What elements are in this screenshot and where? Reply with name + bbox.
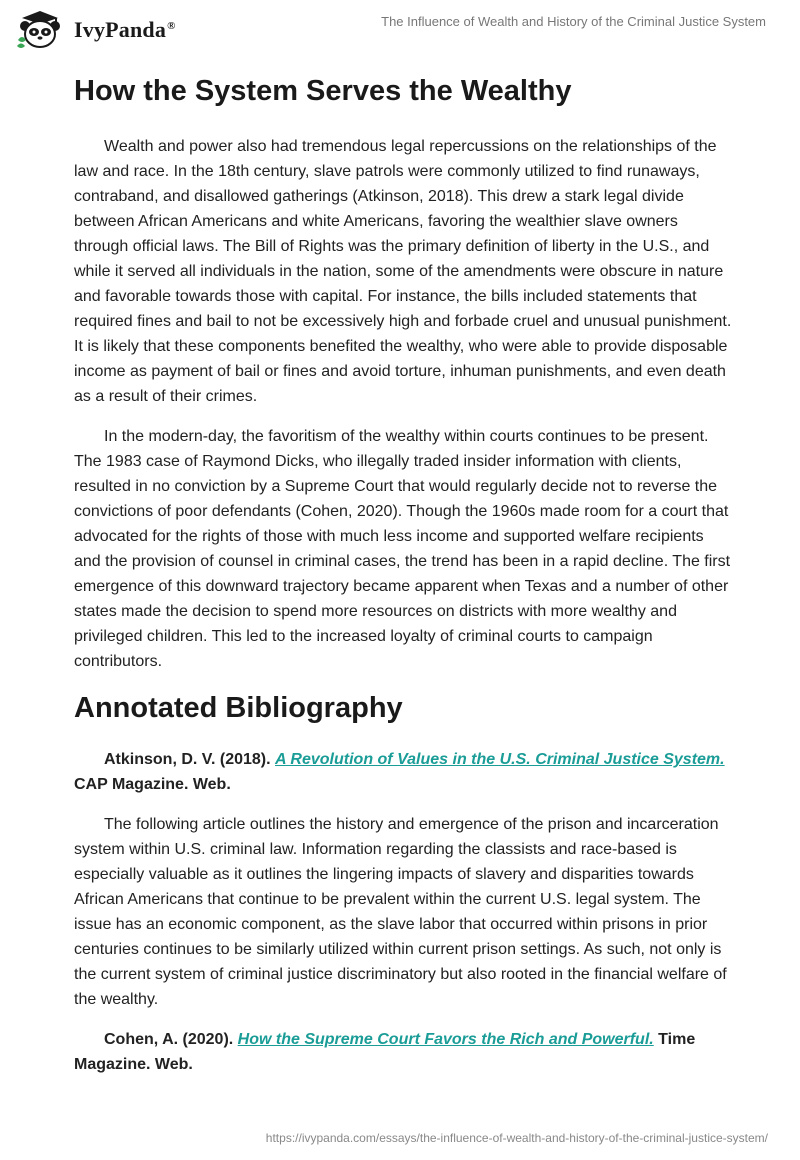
logo-text: IvyPanda® [74, 17, 176, 42]
article-body [74, 72, 734, 1092]
annotation-paragraph: The following article outlines the history and emergence of the prison and incarceration system within U.S. criminal law. Information regarding the classists and race-based is especially valuable as it outlines the lingering impacts of slavery and disparities towards African Americans that continue to be prevalent within the current U.S. legal system. The issue has an economic component, as the slave labor that occurred within prisons in prior centuries continues to be similarly utilized within current prison settings. As such, not only is the current system of criminal justice discriminatory but also rooted in the financial welfare of the wealthy. [74, 816, 727, 1008]
paragraph: In the modern-day, the favoritism of the wealthy within courts continues to be present. The 1983 case of Raymond Dicks, who illegally traded insider information with clients, resulted in no conviction by a Supreme Court that would regularly decide not to reverse the convictions of poor defendants (Cohen, 2020). Though the 1960s made room for a court that advocated for the rights of those with much less income and supported welfare recipients and the provision of counsel in criminal cases, the trend has been in a rapid decline. The first emergence of this downward trajectory became apparent when Texas and a number of other states made the decision to spend more resources on districts with more wealthy and privileged children. This led to the increased loyalty of criminal courts to campaign contributors. [74, 428, 731, 670]
section-heading-bibliography: Annotated Bibliography [74, 692, 403, 724]
reference-link[interactable]: A Revolution of Values in the U.S. Criminal Justice System. [275, 751, 725, 768]
paragraph: Wealth and power also had tremendous legal repercussions on the relationships of the law and race. In the 18th century, slave patrols were commonly utilized to find runaways, contraband, and disallowed gatherings (Atkinson, 2018). This drew a stark legal divide between African Americans and white Americans, favoring the wealthier slave owners through official laws. The Bill of Rights was the primary definition of liberty in the U.S., and while it served all individuals in the nation, some of the amendments were obscure in nature and favorable towards those with capital. For instance, the bills included statements that required fines and bail to not be excessively high and forbade cruel and unusual punishment. It is likely that these components benefited the wealthy, who were able to provide disposable income as payment of bail or fines and avoid torture, inhuman punishments, and even death as a result of their crimes. [74, 138, 732, 405]
reference-author: Cohen, A. (2020). [104, 1031, 238, 1048]
page-header [0, 0, 800, 60]
reference-link[interactable]: How the Supreme Court Favors the Rich and Powerful. [237, 1031, 654, 1048]
logo[interactable] [14, 10, 176, 50]
page-url-footer: https://ivypanda.com/essays/the-influence-of-wealth-and-history-of-the-criminal-justice-system/ [265, 1131, 768, 1145]
panda-logo-icon [14, 10, 66, 50]
reference-entry [74, 747, 734, 797]
section-heading-wealthy: How the System Serves the Wealthy [74, 75, 572, 107]
reference-source: CAP Magazine. Web. [74, 776, 231, 793]
reference-source: Time Magazine. Web. [74, 1031, 696, 1073]
reference-author: Atkinson, D. V. (2018). [104, 751, 276, 768]
reference-entry [74, 1027, 734, 1077]
document-title: The Influence of Wealth and History of the Criminal Justice System [381, 14, 766, 29]
